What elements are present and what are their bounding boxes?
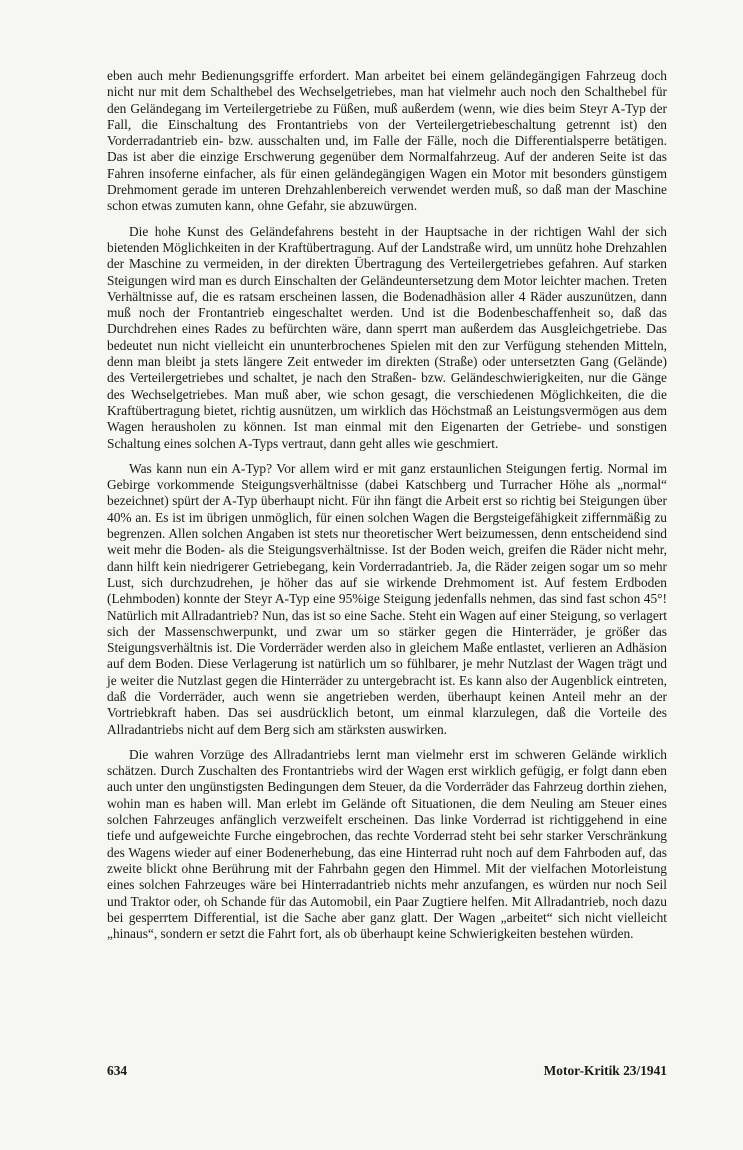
article-body [107, 68, 667, 942]
paragraph-1: eben auch mehr Bedienungsgriffe erfordert. Man arbeitet bei einem geländegängigen Fahrzeug doch nicht nur mit dem Schalthebel des Wechselgetriebes, man hat vielmehr auch noch den Schalthebel für den Geländegang im Verteilergetriebe zu Füßen, muß außerdem (wenn, wie dies beim Steyr A-Typ der Fall, die Einschaltung des Frontantriebs von der Verteilergetriebeschaltung getrennt ist) den Vorderradantrieb ein- bzw. ausschalten und, im Falle der Fälle, noch die Differentialsperre betätigen. Das ist aber die einzige Erschwerung gegenüber dem Normalfahrzeug. Auf der anderen Seite ist das Fahren insoferne einfacher, als für einen geländegängigen Wagen ein Motor mit besonders günstigem Drehmoment gerade im unteren Drehzahlenbereich verwendet werden muß, so daß man der Maschine schon etwas zumuten kann, ohne Gefahr, sie abzuwürgen. [107, 68, 667, 214]
paragraph-3: Was kann nun ein A-Typ? Vor allem wird er mit ganz erstaunlichen Steigungen fertig. Normal im Gebirge vorkommende Steigungsverhältnisse (dabei Katschberg und Turracher Höhe als „normal“ bezeichnet) spürt der A-Typ überhaupt nicht. Für ihn fängt die Arbeit erst so richtig bei Steigungen über 40% an. Es ist im übrigen unmöglich, für einen solchen Wagen die Bergsteigefähigkeit ziffernmäßig zu begrenzen. Allen solchen Angaben ist stets nur theoretischer Wert beizumessen, denn entscheidend sind weit mehr die Boden- als die Steigungsverhältnisse. Ist der Boden weich, greifen die Räder nicht mehr, dann hilft kein niedrigerer Getriebegang, kein Vorderradantrieb. Ja, die Räder zeigen sogar um so mehr Lust, sich durchzudrehen, je höher das auf sie wirkende Drehmoment ist. Auf festem Erdboden (Lehmboden) konnte der Steyr A-Typ eine 95%ige Steigung jedenfalls nehmen, das sind fast schon 45°! Natürlich mit Allradantrieb? Nun, das ist so eine Sache. Steht ein Wagen auf einer Steigung, so verlagert sich der Massenschwerpunkt, und zwar um so stärker gegen die Hinterräder, je größer das Steigungsverhältnis ist. Die Vorderräder werden also in gleichem Maße entlastet, verlieren an Adhäsion auf dem Boden. Diese Verlagerung ist natürlich um so fühlbarer, je mehr Nutzlast der Wagen trägt und je weiter die Nutzlast gegen die Hinterräder zu untergebracht ist. Es kann also der Augenblick eintreten, daß die Vorderräder, auch wenn sie angetrieben werden, überhaupt keinen Anteil mehr an der Vortriebkraft haben. Das sei ausdrücklich betont, um einmal klarzulegen, daß die Vorteile des Allradantriebs nicht auf dem Berg sich am stärksten auswirken. [107, 460, 667, 737]
page-number: 634 [107, 1063, 128, 1078]
paragraph-4: Die wahren Vorzüge des Allradantriebs lernt man vielmehr erst im schweren Gelände wirklich schätzen. Durch Zuschalten des Frontantriebs wird der Wagen erst wirklich gefügig, er folgt dann eben auch unter den ungünstigsten Bedingungen dem Steuer, da die Vorderräder das Fahrzeug dorthin ziehen, wohin man es haben will. Man erlebt im Gelände oft Situationen, die dem Neuling am Steuer eines solchen Fahrzeuges anfänglich verzweifelt erscheinen. Das linke Vorderrad ist richtiggehend in eine tiefe und aufgeweichte Furche eingebrochen, das rechte Vorderrad steht bei sehr starker Verschränkung des Wagens wieder auf einer Bodenerhebung, das eine Hinterrad ruht noch auf dem Fahrboden auf, das zweite blickt ohne Berührung mit der Fahrbahn gegen den Himmel. Mit der vielfachen Motorleistung eines solchen Fahrzeuges wäre bei Hinterradantrieb nichts mehr anzufangen, es würden nur noch Seil und Traktor oder, oh Schande für das Automobil, ein Paar Zugtiere helfen. Mit Allradantrieb, noch dazu bei gesperrtem Differential, ist die Sache aber ganz glatt. Der Wagen „arbeitet“ sich nicht vielleicht „hinaus“, sondern er setzt die Fahrt fort, als ob überhaupt keine Schwierigkeiten bestehen würden. [107, 746, 667, 942]
paragraph-2: Die hohe Kunst des Geländefahrens besteht in der Hauptsache in der richtigen Wahl der sich bietenden Möglichkeiten in der Kraftübertragung. Auf der Landstraße wird, um unnütz hohe Drehzahlen der Maschine zu vermeiden, in der direkten Übertragung des Verteilergetriebes gefahren. Auf starken Steigungen wird man es durch Einschalten der Geländeuntersetzung dem Motor leichter machen. Treten Verhältnisse auf, die es ratsam erscheinen lassen, die Bodenadhäsion aller 4 Räder auszunützen, dann muß noch der Frontantrieb eingeschaltet werden. Und ist die Bodenbeschaffenheit so, daß das Durchdrehen eines Rades zu befürchten wäre, dann sperrt man außerdem das Ausgleichgetriebe. Das bedeutet nun nicht vielleicht ein ununterbrochenes Spielen mit den zur Verfügung stehenden Mitteln, denn man bleibt ja stets längere Zeit entweder im direkten (Straße) oder untersetzten Gang (Gelände) des Verteilergetriebes und schaltet, je nach den Straßen- bzw. Geländeschwierigkeiten, nur die Gänge des Wechselgetriebes. Man muß aber, wie schon gesagt, die verschiedenen Möglichkeiten, die die Kraftübertragung bietet, richtig ausnützen, um wirklich das Höchstmaß an Leistungsvermögen aus dem Wagen herausholen zu können. Ist man einmal mit den Eigenarten der Getriebe- und sonstigen Schaltung eines solchen A-Typs vertraut, dann geht alles wie geschmiert. [107, 223, 667, 451]
journal-reference: Motor-Kritik 23/1941 [543, 1063, 667, 1078]
